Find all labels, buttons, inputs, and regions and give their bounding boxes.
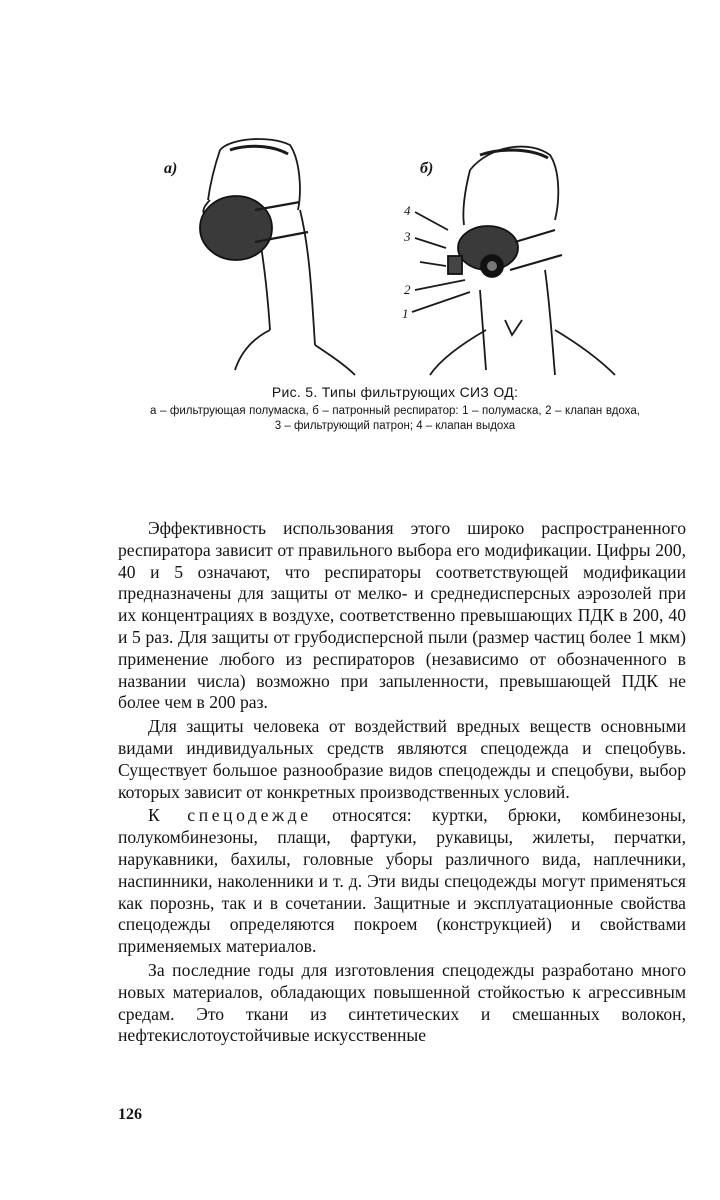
paragraph-4: За последние годы для изготовления спецодежды разработано много новых материалов, обладающих повышенной стойкостью к агрессивным средам. Это ткани из синтетических и смешанных волокон, нефтекислотоустойчивые искусственные [118,959,686,1046]
paragraph-3 [118,805,686,958]
respirator-illustration [150,130,660,380]
figure-label-a: а) [164,160,178,177]
callout-1: 1 [402,306,409,321]
callout-4: 4 [404,203,411,218]
cartridge-respirator-head [412,147,615,375]
figure-respirators [150,130,660,380]
callout-3: 3 [404,229,411,244]
spaced-term: К спецодежде [148,805,312,826]
paragraph-2: Для защиты человека от воздействий вредных веществ основными видами индивидуальных средств являются спецодежда и спецобувь. Существует большое разнообразие видов спецодежды и спецобуви, выбор которых зависит от конкретных производственных условий. [118,716,686,802]
body-text [118,518,686,1049]
callout-2: 2 [404,282,411,297]
figure-caption [150,384,640,434]
paragraph-1: Эффективность использования этого широко распространенного респиратора зависит от правильного выбора его модификации. Цифры 200, 40 и 5 означают, что респираторы соответствующей модификации предназначены для защиты от мелко- и среднедисперсных аэрозолей при их концентрациях в воздухе, соответственно превышающих ПДК в 200, 40 и 5 раз. Для защиты от грубодисперсной пыли (размер частиц более 1 мкм) применение любого из респираторов (независимо от обозначенного в названии числа) возможно при запыленности, превышающей ПДК не более чем в 200 раз. [118,518,686,713]
half-mask-head [200,139,355,375]
caption-title: Рис. 5. Типы фильтрующих СИЗ ОД: [271,384,519,400]
caption-body: а – фильтрующая полумаска, б – патронный респиратор: 1 – полумаска, 2 – клапан вдоха, 3 – фильтрующий патрон; 4 – клапан выдоха [150,405,640,432]
paragraph-3-text: относятся: куртки, брюки, комбинезоны, полукомбинезоны, плащи, фартуки, рукавицы, жилеты, перчатки, нарукавники, бахилы, головные уборы различного вида, наплечники, наспинники, наколенники и т. д. Эти виды спецодежды могут применяться как порознь, так и в сочетании. Защитные и эксплуатационные свойства спецодежды определяются покроем (конструкцией) и свойствами применяемых материалов. [118,805,687,957]
figure-label-b: б) [420,160,434,177]
page-number: 126 [118,1106,142,1123]
